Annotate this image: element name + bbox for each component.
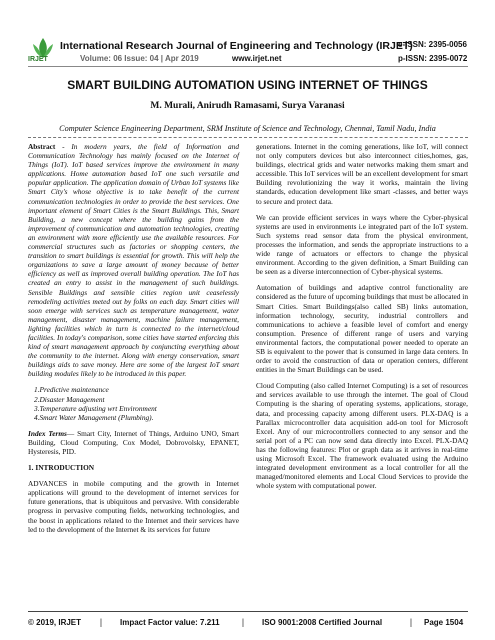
section-heading: 1. INTRODUCTION: [28, 463, 95, 473]
paper-title: SMART BUILDING AUTOMATION USING INTERNET OF THINGS: [67, 78, 428, 92]
p-issn: p-ISSN: 2395-0072: [398, 54, 468, 63]
abstract: [28, 142, 239, 378]
page-header: [0, 0, 495, 66]
abstract-label: Abstract: [28, 142, 56, 151]
body-paragraph: Automation of buildings and adaptive control functionality are considered as the future of upcoming buildings that must be allocated in Smart Cities. Smart Buildings(also called SB) links automation, information technology, security, industrial controllers and communications to achieve a feasible level of comfort and energy consumption. Presence of different range of users and varying environmental factors, the computational power needed to operate an SB is equivalent to the power that is consumed in large data centers. In order to avoid the construction of data or operation centers, different entities in the Smart Buildings can be used.: [256, 283, 468, 375]
footer-copyright: © 2019, IRJET: [28, 618, 82, 627]
paper-affiliation: Computer Science Engineering Department, SRM Institute of Science and Technology, Chennai, Tamil Nadu, India: [59, 124, 436, 133]
body-paragraph: generations. Internet in the coming generations, like IoT, will connect not only computers devices but also interconnect cities,homes, gas, buildings, electrical grids and water networks making them smart and accessible. This IoT services will be an excellent development for smart Building revolutionizing the way it works, maintain the living standards, education development like smart -classes, and better ways to secure and protect data.: [256, 142, 468, 206]
separator-rule: [28, 137, 468, 138]
header-rule: [28, 66, 468, 67]
list-item: 1.Predictive maintenance: [34, 385, 109, 395]
footer-iso: ISO 9001:2008 Certified Journal: [262, 618, 383, 627]
list-item: 2.Disaster Management: [34, 394, 105, 404]
footer-separator: |: [242, 617, 244, 627]
intro-paragraph: ADVANCES in mobile computing and the growth in Internet applications will ground to the development of internet services for future generations, that is ubiquitous and pervasive. With considerable progress in pervasive computing fields, networking technologies, and the boost in applications related to the Internet and their services have led to the development of the Internet & its services for future: [28, 479, 239, 534]
index-terms-text: — Smart City, Internet of Things, Arduino UNO, Smart Building, Cloud Computing, Cox Model, Dobrovolsky, EPANET, Hysteresis, PID.: [28, 428, 239, 456]
list-item: 3.Temperature adjusting wrt Environment: [34, 403, 157, 413]
body-paragraph: We can provide efficient services in ways where the Cyber-physical systems are used in environments i.e integrated part of the IoT system. Such systems read sensor data from the physical environment, processes the information, and sends the appropriate instructions to a wide range of actuators or effectors to change the physical environment. According to the given definition, a Smart Building can be seen as a diverse interconnection of Cyber-physical systems.: [256, 212, 468, 277]
footer-page-number: Page 1504: [424, 618, 464, 627]
footer-rule: [28, 611, 468, 612]
journal-website[interactable]: www.irjet.net: [232, 54, 282, 63]
abstract-text: - In modern years, the field of Information and Communication Technology has mainly focused on the Internet of Things (IoT). IoT based services improve the environment in many applications. Home automation based IoT one such versatile and popular application. The application domain of Urban IoT systems like Smart City's whose objective is to take benefit of the current communication technologies in order to provide the best services. One important element of Smart Cities is the Smart Buildings. This, Smart Building, a new concept where the building gains from the improvement of communication and automation technologies, creating an environment with more efficiently use the available resources. For commercial structures such as factories or shopping centers, the transition to smart buildings is essential for growth. This will help the organizations to save a large amount of money because of better efficiency as well as improved overall building operation. The IoT has created an entry to assist in the management of such buildings. Sensible Buildings and sensible cities region unit ceaselessly remodeling activities meted out by folks on each day. Smart cities will soon emerge with services such as temperature management, water management, disaster management, machine failure management, lighting facilities which in turn is connected to the internet/cloud facilities. In today's comparison, some cities have started enforcing this kind of smart management approach by conjuncting everything about the community to the internet. Along with energy conservation, smart buildings aids to save money. Here are some of the largest IoT smart building modules likely to be introduced in this paper.: [28, 142, 239, 379]
right-column: [256, 142, 468, 497]
footer-separator: |: [100, 617, 102, 627]
index-terms: [28, 429, 239, 456]
footer-separator: |: [410, 617, 412, 627]
list-item: 4.Smart Water Management (Plumbing).: [34, 412, 154, 422]
body-paragraph: Cloud Computing (also called Internet Computing) is a set of resources and services available to use through the internet. The goal of Cloud Computing is the sharing of operating systems, applications, storage, data, and processing capacity among different users. PLX-DAQ is a Parallax microcontroller data acquisition add-on tool for Microsoft Excel. Any of our microcontrollers connected to any sensor and the serial port of a PC can now send data directly into Excel. PLX-DAQ has the following features: Plot or graph data as it arrives in real-time using Microsoft Excel. The framework evaluated using the Arduino integrated development environment as a local controller for all the managed/monitored elements and Local Cloud Services to provide the whole system with computational power.: [256, 381, 468, 491]
index-terms-label: Index Terms: [28, 428, 67, 438]
journal-issue: Volume: 06 Issue: 04 | Apr 2019: [80, 54, 199, 63]
e-issn: e-ISSN: 2395-0056: [398, 40, 467, 49]
journal-title: International Research Journal of Engineering and Technology (IRJET): [60, 40, 413, 52]
module-list: [34, 385, 239, 421]
paper-authors: M. Murali, Anirudh Ramasami, Surya Varanasi: [150, 101, 345, 111]
left-column: [28, 142, 239, 541]
logo-text: IRJET: [28, 56, 48, 63]
footer-impact-factor: Impact Factor value: 7.211: [120, 618, 220, 627]
